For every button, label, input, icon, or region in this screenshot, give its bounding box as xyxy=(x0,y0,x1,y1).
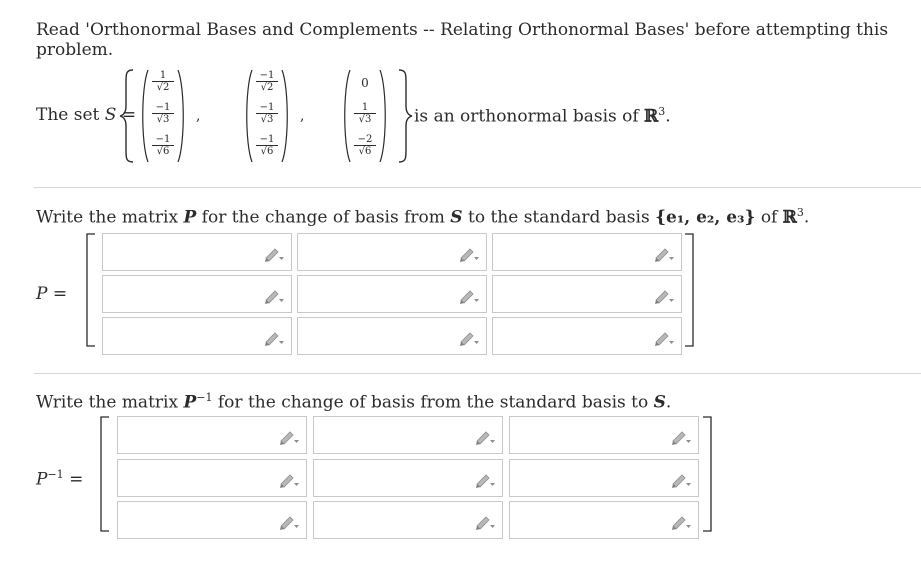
matrix-p-input[interactable] xyxy=(109,322,281,352)
section-divider xyxy=(34,373,921,374)
matrix-p-cell-r2c3[interactable] xyxy=(492,275,682,313)
matrix-p-input[interactable] xyxy=(499,322,671,352)
space-exponent: 3 xyxy=(658,105,666,118)
vector-entry: $\frac{-1}{√3}$ xyxy=(152,102,174,125)
question-2-text: Write the matrix $P^{-1}$ for the change of basis from the standard basis to S. xyxy=(36,391,672,413)
set-equals: = xyxy=(121,105,137,125)
pencil-icon[interactable] xyxy=(278,472,300,488)
matrix-pinv-input[interactable] xyxy=(516,464,688,494)
pencil-icon[interactable] xyxy=(458,288,480,304)
pencil-icon[interactable] xyxy=(653,246,675,262)
matrix-p-input[interactable] xyxy=(304,238,476,268)
matrix-p-cell-r2c1[interactable] xyxy=(102,275,292,313)
matrix-p-input[interactable] xyxy=(109,238,281,268)
vector-entry: $\frac{-1}{√6}$ xyxy=(256,134,278,157)
symbol-s: S xyxy=(450,207,463,228)
period: . xyxy=(665,106,671,127)
pencil-icon[interactable] xyxy=(474,429,496,445)
matrix-pinv-input[interactable] xyxy=(124,506,296,536)
intro-text: Read 'Orthonormal Bases and Complements -- Relating Orthonormal Bases' before attempting this problem. xyxy=(36,20,889,60)
set-prefix-text: The set xyxy=(36,105,100,125)
matrix-pinv-cell-r3c2[interactable] xyxy=(313,501,503,539)
set-statement-suffix xyxy=(414,105,671,127)
basis-vector-2 xyxy=(244,68,292,164)
pencil-icon[interactable] xyxy=(670,472,692,488)
matrix-pinv-input[interactable] xyxy=(320,464,492,494)
vector-entry: $\frac{1}{√2}$ xyxy=(152,70,174,93)
matrix-pinv-input[interactable] xyxy=(516,421,688,451)
matrix-p-left-bracket xyxy=(86,233,96,347)
set-suffix-text: is an orthonormal basis of xyxy=(414,106,639,127)
pencil-icon[interactable] xyxy=(653,288,675,304)
question-1-text: Write the matrix P for the change of basis from S to the standard basis {e₁, e₂, e₃} of ℝ$^3$. xyxy=(36,206,810,228)
matrix-p-cell-r3c1[interactable] xyxy=(102,317,292,355)
vector-entry: 0 xyxy=(361,76,369,90)
matrix-p-cell-r1c3[interactable] xyxy=(492,233,682,271)
vector-entry: $\frac{-1}{√3}$ xyxy=(256,102,278,125)
matrix-pinv-input[interactable] xyxy=(516,506,688,536)
vector-entry: $\frac{-1}{√2}$ xyxy=(256,70,278,93)
symbol-p: P xyxy=(183,392,197,413)
matrix-pinv-right-bracket xyxy=(702,416,712,532)
matrix-p-right-bracket xyxy=(684,233,694,347)
symbol-p: P xyxy=(183,207,197,228)
matrix-pinv-cell-r2c1[interactable] xyxy=(117,459,307,497)
matrix-p-input[interactable] xyxy=(499,280,671,310)
matrix-pinv-input[interactable] xyxy=(124,464,296,494)
matrix-p-input[interactable] xyxy=(304,280,476,310)
left-paren xyxy=(140,68,150,164)
basis-vector-1 xyxy=(140,68,188,164)
symbol-s: S xyxy=(653,392,666,413)
matrix-pinv-left-bracket xyxy=(100,416,110,532)
pencil-icon[interactable] xyxy=(263,288,285,304)
vector-entry: $\frac{1}{√3}$ xyxy=(354,102,376,125)
right-paren xyxy=(378,68,388,164)
pencil-icon[interactable] xyxy=(278,429,300,445)
matrix-p-input[interactable] xyxy=(304,322,476,352)
vector-entry: $\frac{-2}{√6}$ xyxy=(354,134,376,157)
vector-separator: , xyxy=(196,108,201,124)
matrix-p-cell-r2c2[interactable] xyxy=(297,275,487,313)
pencil-icon[interactable] xyxy=(670,429,692,445)
basis-vector-3 xyxy=(342,68,390,164)
matrix-pinv-cell-r3c3[interactable] xyxy=(509,501,699,539)
matrix-pinv-cell-r2c3[interactable] xyxy=(509,459,699,497)
set-open-brace xyxy=(118,68,136,164)
pencil-icon[interactable] xyxy=(278,514,300,530)
pencil-icon[interactable] xyxy=(458,330,480,346)
pencil-icon[interactable] xyxy=(263,246,285,262)
matrix-pinv-cell-r1c2[interactable] xyxy=(313,416,503,454)
matrix-pinv-input[interactable] xyxy=(320,421,492,451)
matrix-p-cell-r3c3[interactable] xyxy=(492,317,682,355)
matrix-pinv-cell-r3c1[interactable] xyxy=(117,501,307,539)
pencil-icon[interactable] xyxy=(653,330,675,346)
set-symbol: S xyxy=(104,105,117,125)
matrix-p-cell-r1c1[interactable] xyxy=(102,233,292,271)
matrix-pinv-input[interactable] xyxy=(320,506,492,536)
pencil-icon[interactable] xyxy=(458,246,480,262)
inverse-exponent: −1 xyxy=(196,391,213,404)
section-divider xyxy=(34,187,921,188)
set-close-brace xyxy=(396,68,414,164)
pencil-icon[interactable] xyxy=(670,514,692,530)
vector-separator: , xyxy=(300,108,305,124)
pencil-icon[interactable] xyxy=(263,330,285,346)
right-paren xyxy=(280,68,290,164)
matrix-p-cell-r1c2[interactable] xyxy=(297,233,487,271)
left-paren xyxy=(342,68,352,164)
matrix-pinv-label: $P^{-1}$ = xyxy=(36,468,84,490)
standard-basis: {e₁, e₂, e₃} xyxy=(655,207,756,228)
space-symbol: ℝ xyxy=(644,106,659,127)
matrix-pinv-cell-r1c3[interactable] xyxy=(509,416,699,454)
pencil-icon[interactable] xyxy=(474,514,496,530)
matrix-p-input[interactable] xyxy=(109,280,281,310)
matrix-p-input[interactable] xyxy=(499,238,671,268)
matrix-pinv-cell-r2c2[interactable] xyxy=(313,459,503,497)
matrix-pinv-cell-r1c1[interactable] xyxy=(117,416,307,454)
left-paren xyxy=(244,68,254,164)
pencil-icon[interactable] xyxy=(474,472,496,488)
matrix-p-cell-r3c2[interactable] xyxy=(297,317,487,355)
matrix-p-label: P = xyxy=(36,284,68,304)
matrix-pinv-input[interactable] xyxy=(124,421,296,451)
vector-entry: $\frac{-1}{√6}$ xyxy=(152,134,174,157)
right-paren xyxy=(176,68,186,164)
